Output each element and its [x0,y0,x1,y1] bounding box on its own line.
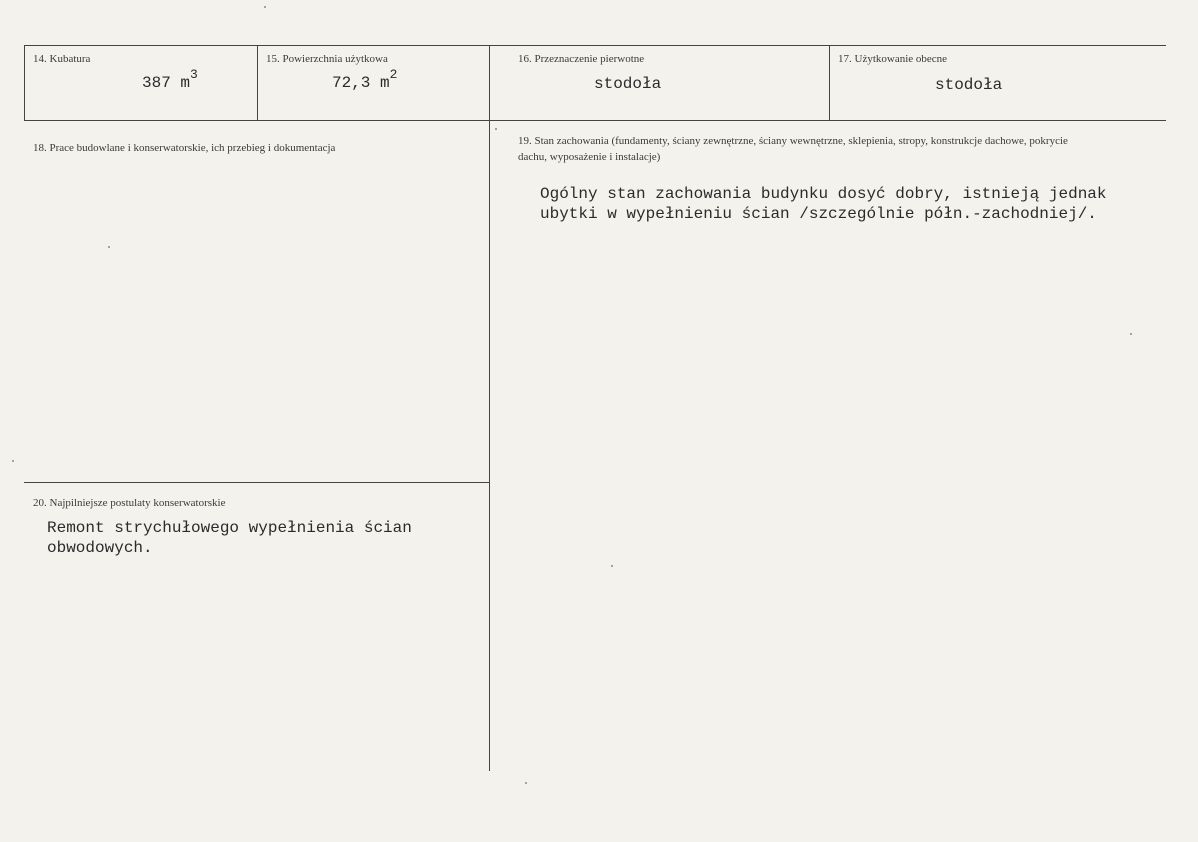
paper-speck [1130,333,1132,335]
paper-speck [264,6,266,8]
kubatura-label: 14. Kubatura [33,53,91,65]
stan-text: Ogólny stan zachowania budynku dosyć dobry, istnieją jednak ubytki w wypełnieniu ścian /szczególnie półn.-zachodniej/. [540,185,1107,223]
powierzchnia-value [332,67,398,92]
divider-14-15 [257,45,258,121]
uzytkowanie-value: stodoła [935,76,1003,94]
kubatura-value [142,67,198,92]
paper-speck [108,246,110,248]
prace-label: 18. Prace budowlane i konserwatorskie, ich przebieg i dokumentacja [33,142,336,154]
postulaty-text: Remont strychułowego wypełnienia ścian obwodowych. [47,519,412,557]
header-bottom-rule [24,120,1166,121]
section-18-bottom-rule [24,482,489,483]
paper-speck [12,460,14,462]
divider-15-16 [489,45,490,771]
powierzchnia-label: 15. Powierzchnia użytkowa [266,53,388,65]
divider-16-17 [829,45,830,121]
powierzchnia-exponent: 2 [389,67,398,82]
postulaty-label: 20. Najpilniejsze postulaty konserwatorskie [33,497,226,509]
paper-speck [525,782,527,784]
powierzchnia-number: 72,3 m [332,74,390,92]
przeznaczenie-label: 16. Przeznaczenie pierwotne [518,53,645,65]
uzytkowanie-label: 17. Użytkowanie obecne [838,53,948,65]
kubatura-number: 387 m [142,74,191,92]
przeznaczenie-value: stodoła [594,75,662,93]
kubatura-exponent: 3 [190,67,198,82]
left-border [24,45,25,121]
top-rule [24,45,1166,46]
paper-speck [495,128,497,130]
paper-speck [611,565,613,567]
stan-label: 19. Stan zachowania (fundamenty, ściany zewnętrzne, ściany wewnętrzne, sklepienia, stropy, konstrukcje dachowe, pokrycie dachu, wyposażenie i instalacje) [518,135,1068,163]
